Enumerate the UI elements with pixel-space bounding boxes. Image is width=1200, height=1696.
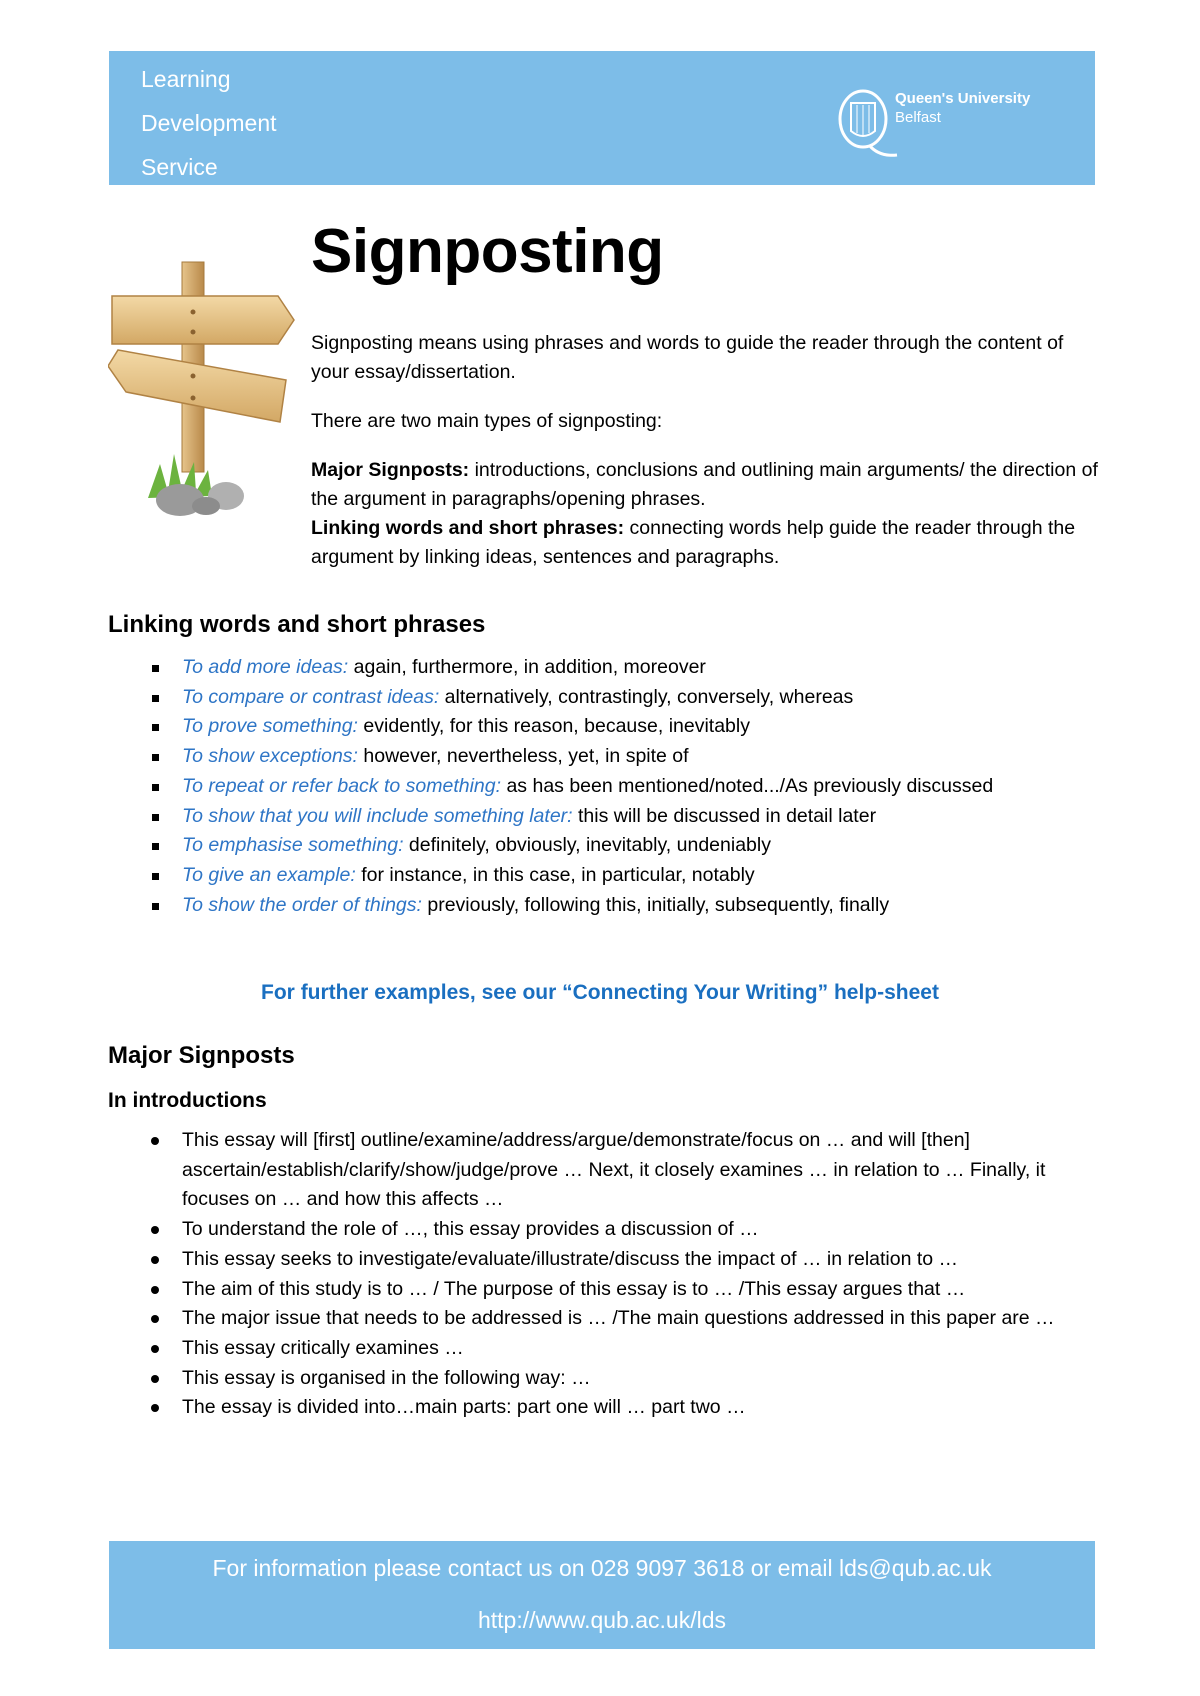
item-lead: To prove something: bbox=[182, 715, 358, 738]
item-text: this will be discussed in detail later bbox=[572, 804, 877, 827]
round-bullet-icon bbox=[151, 1315, 159, 1323]
item-lead: To show that you will include something later: bbox=[182, 804, 573, 827]
list-item bbox=[148, 861, 1098, 891]
logo-name: Queen's University bbox=[895, 90, 1031, 107]
round-bullet-icon bbox=[151, 1256, 159, 1264]
item-text: The essay is divided into…main parts: part one will … part two … bbox=[182, 1396, 746, 1419]
item-lead: To give an example: bbox=[182, 863, 356, 886]
round-bullet-icon bbox=[151, 1404, 159, 1412]
major-section-heading: Major Signposts bbox=[108, 1042, 295, 1069]
list-item bbox=[148, 712, 1098, 742]
list-item bbox=[148, 831, 1098, 861]
square-bullet-icon bbox=[152, 754, 159, 761]
header-band bbox=[109, 51, 1095, 185]
major-signposts-definition bbox=[311, 456, 1101, 514]
website-link[interactable]: http://www.qub.ac.uk/lds bbox=[477, 1607, 726, 1633]
introductions-subheading: In introductions bbox=[108, 1089, 267, 1112]
intro-types-line: There are two main types of signposting: bbox=[311, 410, 663, 432]
square-bullet-icon bbox=[152, 784, 159, 791]
list-item bbox=[148, 1245, 1098, 1275]
definition-label: Major Signposts: bbox=[311, 459, 470, 481]
definition-label: Linking words and short phrases: bbox=[311, 517, 625, 539]
intro-paragraph: Signposting means using phrases and words to guide the reader through the content of your essay/dissertation. bbox=[311, 332, 1064, 383]
square-bullet-icon bbox=[152, 665, 159, 672]
round-bullet-icon bbox=[151, 1137, 159, 1145]
definition-text: connecting words help guide the reader through the argument by linking ideas, sentences and paragraphs. bbox=[311, 517, 1076, 568]
round-bullet-icon bbox=[151, 1226, 159, 1234]
item-text: The aim of this study is to … / The purpose of this essay is to … /This essay argues that … bbox=[182, 1277, 966, 1300]
list-item bbox=[148, 1393, 1098, 1423]
list-item bbox=[148, 653, 1098, 683]
service-line: Development bbox=[141, 110, 277, 136]
signpost-icon bbox=[108, 258, 296, 518]
item-text: again, furthermore, in addition, moreover bbox=[348, 656, 706, 678]
item-lead: To compare or contrast ideas: bbox=[182, 685, 440, 708]
square-bullet-icon bbox=[152, 724, 159, 731]
item-text: for instance, in this case, in particular, notably bbox=[355, 863, 755, 886]
linking-words-definition bbox=[311, 514, 1101, 572]
contact-line[interactable]: For information please contact us on 028 9097 3618 or email lds@qub.ac.uk bbox=[212, 1555, 992, 1581]
item-text: The major issue that needs to be addressed is … /The main questions addressed in this paper are … bbox=[182, 1307, 1055, 1330]
item-lead: To show the order of things: bbox=[182, 893, 422, 916]
footer-band bbox=[109, 1541, 1095, 1649]
introduction-phrases-list bbox=[148, 1126, 1098, 1423]
item-text: To understand the role of …, this essay provides a discussion of … bbox=[182, 1218, 759, 1241]
list-item bbox=[148, 1126, 1098, 1215]
page-title: Signposting bbox=[311, 217, 664, 286]
round-bullet-icon bbox=[151, 1286, 159, 1294]
item-text: evidently, for this reason, because, inevitably bbox=[357, 715, 750, 738]
round-bullet-icon bbox=[151, 1345, 159, 1353]
item-lead: To repeat or refer back to something: bbox=[182, 774, 502, 797]
list-item bbox=[148, 891, 1098, 921]
item-lead: To emphasise something: bbox=[182, 834, 404, 857]
item-text: however, nevertheless, yet, in spite of bbox=[357, 745, 689, 768]
square-bullet-icon bbox=[152, 903, 159, 910]
definition-text: introductions, conclusions and outlining main arguments/ the direction of the argument in paragraphs/opening phrases. bbox=[311, 459, 1098, 510]
item-text: This essay is organised in the following way: … bbox=[182, 1366, 591, 1389]
list-item bbox=[148, 683, 1098, 713]
list-item bbox=[148, 742, 1098, 772]
service-line: Learning bbox=[141, 66, 231, 92]
item-text: This essay critically examines … bbox=[182, 1336, 464, 1359]
item-text: alternatively, contrastingly, conversely, whereas bbox=[439, 685, 854, 708]
round-bullet-icon bbox=[151, 1375, 159, 1383]
item-lead: To add more ideas: bbox=[182, 656, 349, 678]
intro-block bbox=[311, 329, 1101, 572]
square-bullet-icon bbox=[152, 814, 159, 821]
item-lead: To show exceptions: bbox=[182, 745, 358, 768]
square-bullet-icon bbox=[152, 873, 159, 880]
square-bullet-icon bbox=[152, 843, 159, 850]
list-item bbox=[148, 1334, 1098, 1364]
square-bullet-icon bbox=[152, 695, 159, 702]
logo-sub: Belfast bbox=[895, 109, 941, 126]
list-item bbox=[148, 802, 1098, 832]
list-item bbox=[148, 1275, 1098, 1305]
service-name bbox=[141, 57, 277, 189]
item-text: This essay seeks to investigate/evaluate/illustrate/discuss the impact of … in relation to … bbox=[182, 1247, 959, 1270]
item-text: previously, following this, initially, subsequently, finally bbox=[421, 893, 890, 916]
linking-words-list bbox=[148, 653, 1098, 920]
item-text: definitely, obviously, inevitably, undeniably bbox=[403, 834, 771, 857]
linking-section-heading: Linking words and short phrases bbox=[108, 611, 486, 638]
list-item bbox=[148, 1304, 1098, 1334]
item-text: This essay will [first] outline/examine/address/argue/demonstrate/focus on … and will [then] ascertain/establish/clarify/show/judge/prove … Next, it closely examines … in relation to … Finally, it focuses on … and how this affects … bbox=[182, 1129, 1046, 1211]
service-line: Service bbox=[141, 154, 218, 180]
further-examples-link[interactable]: For further examples, see our “Connecting Your Writing” help-sheet bbox=[261, 981, 939, 1004]
list-item bbox=[148, 772, 1098, 802]
list-item bbox=[148, 1364, 1098, 1394]
item-text: as has been mentioned/noted.../As previously discussed bbox=[501, 774, 994, 797]
university-logo bbox=[835, 85, 1055, 165]
list-item bbox=[148, 1215, 1098, 1245]
